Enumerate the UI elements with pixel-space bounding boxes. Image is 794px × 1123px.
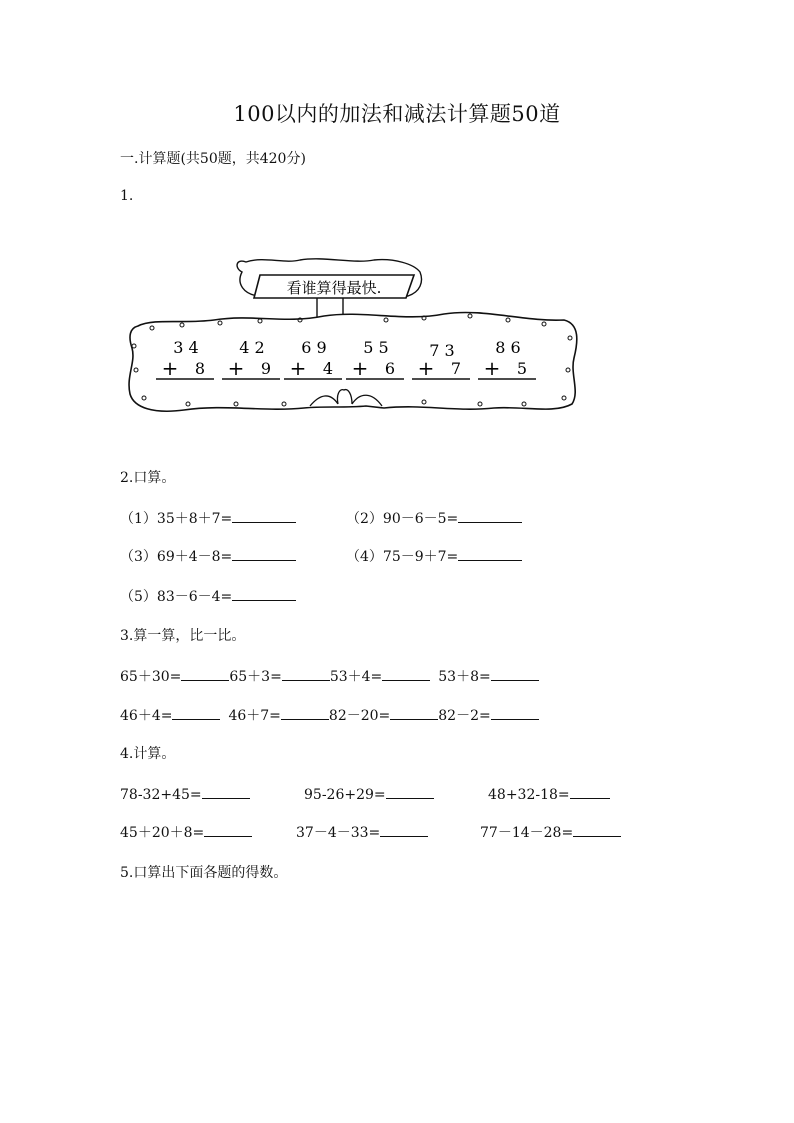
problem-bottom-number: 8 [194,359,206,378]
q2-item-5-text: （5）83－6－4= [120,589,233,605]
q3-expr: 53＋4= [329,669,383,685]
problem-top-number: 4 2 [239,338,265,357]
q4-item-4 [120,822,252,842]
q2-item-4 [346,546,522,566]
answer-blank[interactable] [382,666,430,681]
answer-blank[interactable] [491,666,539,681]
answer-blank[interactable] [458,508,522,523]
problem-top-number: 5 5 [363,338,389,357]
answer-blank[interactable] [491,705,539,720]
answer-blank[interactable] [386,784,434,799]
sign-text: 看谁算得最快. [286,279,382,297]
q3-row-2 [120,705,539,725]
problem-bottom-number: 9 [260,359,272,378]
answer-blank[interactable] [458,546,522,561]
q3-row-1 [120,666,539,686]
problem-top-number: 8 6 [495,338,521,357]
answer-blank[interactable] [232,546,296,561]
q4-item-5 [296,822,428,842]
section-heading: 一.计算题(共50题，共420分) [120,151,306,167]
q3-expr: 82－2= [438,708,491,724]
addition-banner-figure [124,258,580,418]
answer-blank[interactable] [204,822,252,837]
plus-sign: + [227,356,245,380]
plus-sign: + [351,356,369,380]
q3-expr: 46＋7= [228,708,281,724]
q4-item-2 [304,784,434,803]
answer-blank[interactable] [232,508,296,523]
problem-top-number: 3 4 [173,338,199,357]
plus-sign: + [161,356,179,380]
q3-expr: 65＋3= [229,669,282,685]
answer-blank[interactable] [181,666,229,681]
q2-item-2 [346,508,522,528]
answer-blank[interactable] [573,822,621,837]
q4-item-6 [480,822,621,842]
q2-item-3-text: （3）69＋4－8= [120,549,233,565]
problem-bottom-number: 4 [322,359,334,378]
q4-expr: 37－4－33= [296,825,381,841]
answer-blank[interactable] [380,822,428,837]
q4-item-1 [120,784,250,803]
q4-expr: 78-32+45= [120,787,202,803]
problem-bottom-number: 5 [516,359,528,378]
question-2-label: 2.口算。 [120,470,176,486]
answer-blank[interactable] [282,666,330,681]
problem-bottom-number: 6 [384,359,396,378]
plus-sign: + [289,356,307,380]
q4-item-3 [488,784,610,803]
problem-top-number: 7 3 [429,341,455,360]
q4-expr: 45＋20＋8= [120,825,205,841]
page-title: 100以内的加法和减法计算题50道 [233,102,561,126]
answer-blank[interactable] [172,705,220,720]
question-1-label: 1. [120,188,134,204]
q2-item-5 [120,586,296,606]
q3-expr: 53＋8= [438,669,491,685]
answer-blank[interactable] [570,784,610,799]
q4-expr: 48+32-18= [488,787,570,803]
banner-illustration [124,258,580,418]
q4-expr: 95-26+29= [304,787,386,803]
question-3-label: 3.算一算，比一比。 [120,628,246,644]
q3-expr: 46＋4= [120,708,173,724]
answer-blank[interactable] [390,705,438,720]
q2-item-2-text: （2）90－6－5= [346,511,459,527]
q2-item-1-text: （1）35＋8＋7= [120,511,233,527]
answer-blank[interactable] [281,705,329,720]
answer-blank[interactable] [232,586,296,601]
plus-sign: + [417,356,435,380]
q4-expr: 77－14－28= [480,825,574,841]
problem-bottom-number: 7 [450,359,462,378]
q2-item-3 [120,546,296,566]
q3-expr: 82－20= [328,708,391,724]
q2-item-4-text: （4）75－9＋7= [346,549,459,565]
q3-expr: 65＋30= [120,669,182,685]
problem-top-number: 6 9 [301,338,327,357]
question-5-label: 5.口算出下面各题的得数。 [120,865,288,881]
plus-sign: + [483,356,501,380]
question-4-label: 4.计算。 [120,746,176,762]
answer-blank[interactable] [202,784,250,799]
q2-item-1 [120,508,296,528]
